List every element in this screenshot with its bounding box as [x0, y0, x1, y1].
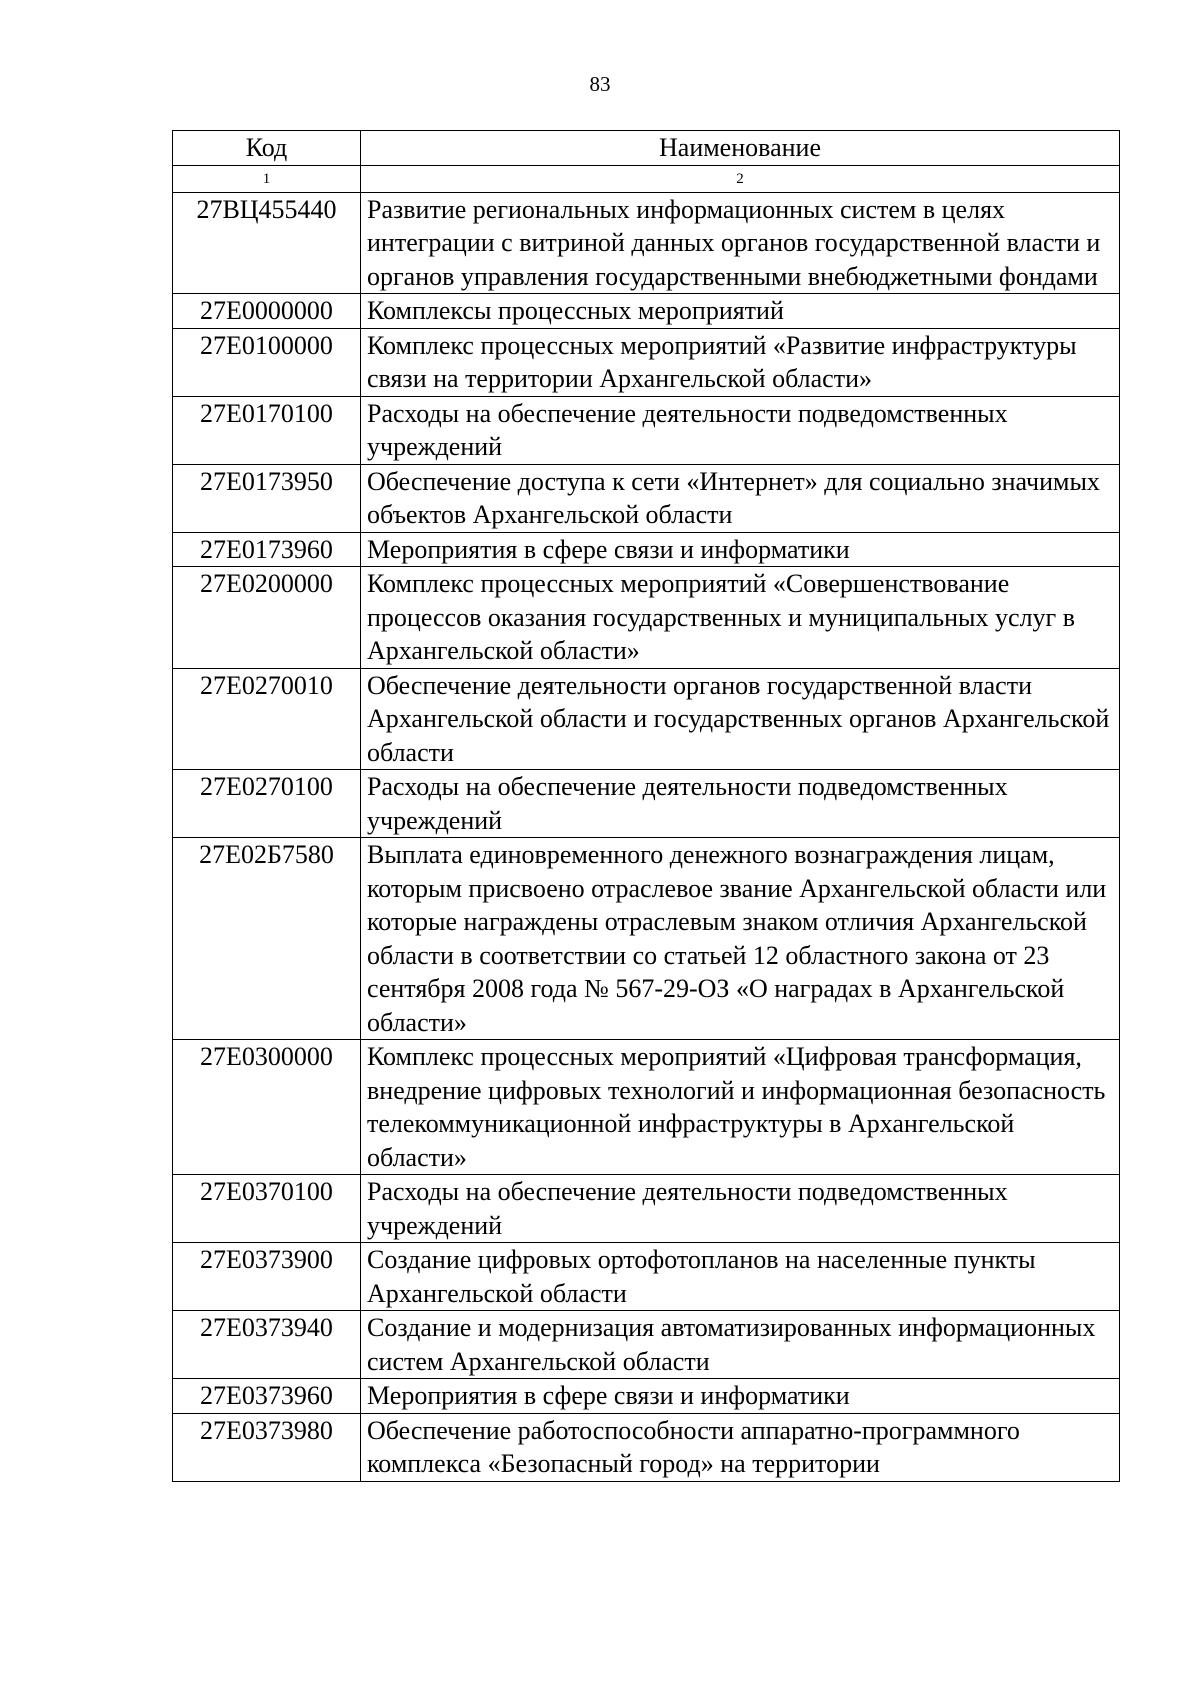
- row-name: Обеспечение работоспособности аппаратно-программного комплекса «Безопасный город» на территории: [361, 1413, 1120, 1481]
- row-name: Развитие региональных информационных систем в целях интеграции с витриной данных органов государственной власти и органов управления государственными внебюджетными фондами: [361, 192, 1120, 294]
- table-row: [173, 567, 1120, 669]
- header-code: Код: [173, 131, 361, 166]
- row-name: Обеспечение деятельности органов государственной власти Архангельской области и государственных органов Архангельской области: [361, 668, 1120, 770]
- table-row: [173, 464, 1120, 532]
- row-code: 27Е0370100: [173, 1175, 361, 1243]
- table-row: [173, 668, 1120, 770]
- row-code: 27Е0373940: [173, 1311, 361, 1379]
- row-name: Комплексы процессных мероприятий: [361, 294, 1120, 329]
- row-code: 27ВЦ455440: [173, 192, 361, 294]
- row-name: Создание и модернизация автоматизированных информационных систем Архангельской области: [361, 1311, 1120, 1379]
- row-code: 27Е0170100: [173, 396, 361, 464]
- row-name: Расходы на обеспечение деятельности подведомственных учреждений: [361, 396, 1120, 464]
- row-code: 27Е0373960: [173, 1379, 361, 1414]
- table-row: [173, 328, 1120, 396]
- table-row: [173, 770, 1120, 838]
- table-row: [173, 532, 1120, 567]
- row-name: Выплата единовременного денежного вознаграждения лицам, которым присвоено отраслевое звание Архангельской области или которые награждены отраслевым знаком отличия Архангельской области в соответствии со статьей 12 областного закона от 23 сентября 2008 года № 567-29-ОЗ «О наградах в Архангельской области»: [361, 838, 1120, 1040]
- table-row: [173, 1311, 1120, 1379]
- row-code: 27Е0373980: [173, 1413, 361, 1481]
- row-code: 27Е0173960: [173, 532, 361, 567]
- table-row: [173, 1413, 1120, 1481]
- budget-code-table: [172, 130, 1120, 1482]
- row-code: 27Е0200000: [173, 567, 361, 669]
- row-name: Расходы на обеспечение деятельности подведомственных учреждений: [361, 770, 1120, 838]
- table-row: [173, 1040, 1120, 1175]
- row-name: Комплекс процессных мероприятий «Развитие инфраструктуры связи на территории Архангельской области»: [361, 328, 1120, 396]
- row-code: 27Е02Б7580: [173, 838, 361, 1040]
- row-name: Мероприятия в сфере связи и информатики: [361, 532, 1120, 567]
- row-name: Комплекс процессных мероприятий «Совершенствование процессов оказания государственных и муниципальных услуг в Архангельской области»: [361, 567, 1120, 669]
- column-number-name: 2: [361, 165, 1120, 192]
- page-number: 83: [589, 72, 611, 96]
- row-code: 27Е0000000: [173, 294, 361, 329]
- row-code: 27Е0270010: [173, 668, 361, 770]
- table-row: [173, 294, 1120, 329]
- table-row: [173, 838, 1120, 1040]
- header-row: [173, 131, 1120, 166]
- column-number-code: 1: [173, 165, 361, 192]
- table-row: [173, 396, 1120, 464]
- row-code: 27Е0173950: [173, 464, 361, 532]
- table-row: [173, 1379, 1120, 1414]
- row-name: Расходы на обеспечение деятельности подведомственных учреждений: [361, 1175, 1120, 1243]
- column-number-row: [173, 165, 1120, 192]
- row-name: Мероприятия в сфере связи и информатики: [361, 1379, 1120, 1414]
- table-row: [173, 1175, 1120, 1243]
- row-code: 27Е0100000: [173, 328, 361, 396]
- table-row: [173, 1243, 1120, 1311]
- row-name: Обеспечение доступа к сети «Интернет» для социально значимых объектов Архангельской области: [361, 464, 1120, 532]
- row-name: Создание цифровых ортофотопланов на населенные пункты Архангельской области: [361, 1243, 1120, 1311]
- row-name: Комплекс процессных мероприятий «Цифровая трансформация, внедрение цифровых технологий и информационная безопасность телекоммуникационной инфраструктуры в Архангельской области»: [361, 1040, 1120, 1175]
- table-row: [173, 192, 1120, 294]
- row-code: 27Е0300000: [173, 1040, 361, 1175]
- row-code: 27Е0270100: [173, 770, 361, 838]
- row-code: 27Е0373900: [173, 1243, 361, 1311]
- header-name: Наименование: [361, 131, 1120, 166]
